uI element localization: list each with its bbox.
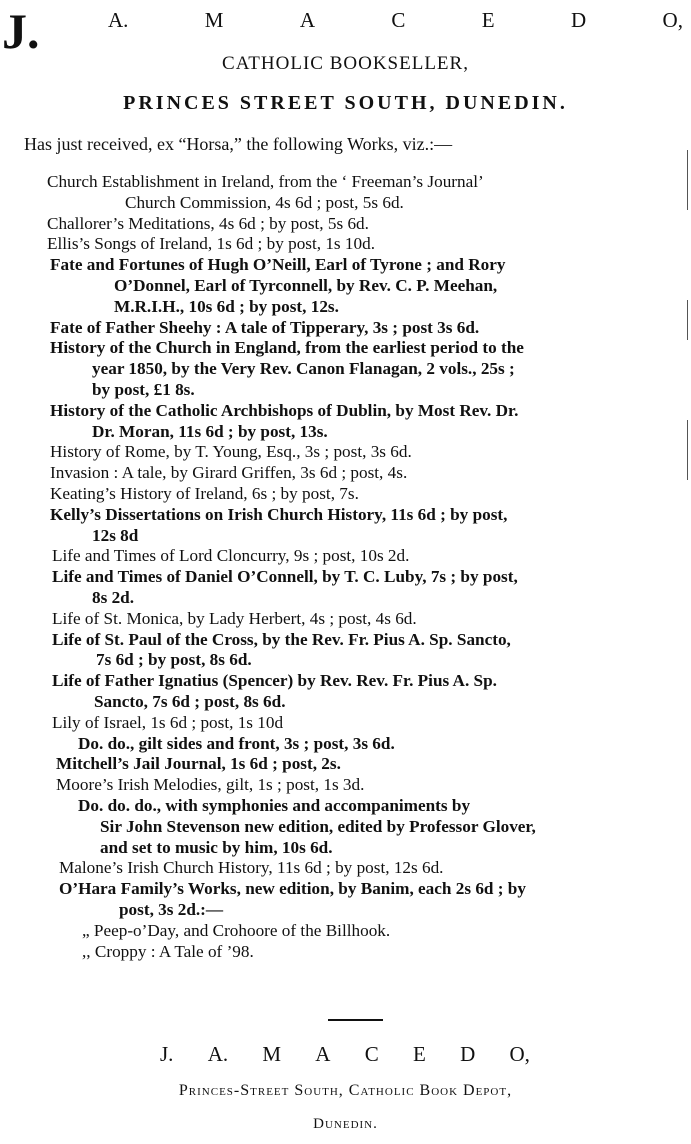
book-entry-line: History of the Church in England, from the earliest period to the [50, 338, 524, 358]
margin-mark [687, 300, 688, 340]
book-entry-line: 7s 6d ; by post, 8s 6d. [96, 650, 252, 670]
margin-mark [687, 420, 688, 480]
footer-name [160, 1042, 530, 1067]
footer-name-letter: A [315, 1042, 331, 1066]
book-entry-line: Fate and Fortunes of Hugh O’Neill, Earl of Tyrone ; and Rory [50, 255, 506, 275]
footer-name-letter: O, [509, 1042, 530, 1066]
book-entry-line: Life of St. Monica, by Lady Herbert, 4s ; post, 4s 6d. [52, 608, 417, 628]
book-entry-line: Do. do. do., with symphonies and accompaniments by [78, 796, 471, 815]
book-entry-line: Life of Father Ignatius (Spencer) by Rev. Rev. Fr. Pius A. Sp. [52, 671, 497, 691]
book-entry-line: Sancto, 7s 6d ; post, 8s 6d. [94, 692, 286, 711]
book-entry-line: O’Hara Family’s Works, new edition, by Banim, each 2s 6d ; by [59, 879, 526, 899]
book-entry-line: Keating’s History of Ireland, 6s ; by post, 7s. [50, 484, 359, 503]
book-entry-line: Life of St. Paul of the Cross, by the Rev. Fr. Pius A. Sp. Sancto, [52, 629, 511, 649]
book-entry-line: ,, Croppy : A Tale of ’98. [82, 941, 254, 961]
footer-address: Princes-Street South, Catholic Book Depot, [178, 1082, 513, 1099]
footer-name-letter: C [364, 1042, 379, 1066]
book-entry-line: Moore’s Irish Melodies, gilt, 1s ; post, 1s 3d. [56, 775, 365, 795]
book-entry-line: Lily of Israel, 1s 6d ; post, 1s 10d [52, 712, 284, 732]
footer-name-letter: D [460, 1042, 476, 1066]
book-entry-line: Dr. Moran, 11s 6d ; by post, 13s. [92, 421, 328, 441]
book-entry-line: Do. do., gilt sides and front, 3s ; post, 3s 6d. [78, 733, 395, 753]
header-name-letter: D [571, 8, 587, 32]
drop-initial: J. [2, 3, 40, 59]
book-entry-line: by post, £1 8s. [92, 380, 195, 399]
book-entry-line: History of the Catholic Archbishops of Dublin, by Most Rev. Dr. [50, 400, 519, 420]
header-name-letter: O, [662, 8, 683, 32]
book-entry-line: Church Establishment in Ireland, from the ‘ Freeman’s Journal’ [47, 172, 484, 191]
footer-name-letter: E [412, 1042, 426, 1066]
book-entry-line: Challorer’s Meditations, 4s 6d ; by post, 5s 6d. [47, 213, 369, 233]
book-entry-line: Kelly’s Dissertations on Irish Church History, 11s 6d ; by post, [50, 504, 508, 524]
header-trade: CATHOLIC BOOKSELLER, [222, 53, 469, 74]
header-name [108, 8, 683, 33]
book-entry-line: Sir John Stevenson new edition, edited by Professor Glover, [100, 816, 536, 836]
book-entry-line: Malone’s Irish Church History, 11s 6d ; by post, 12s 6d. [59, 858, 444, 878]
intro-line: Has just received, ex “Horsa,” the following Works, viz.:— [24, 134, 453, 154]
book-entry-line: Mitchell’s Jail Journal, 1s 6d ; post, 2s. [56, 754, 341, 774]
book-entry-line: and set to music by him, 10s 6d. [100, 837, 333, 857]
book-entry-line: Ellis’s Songs of Ireland, 1s 6d ; by post, 1s 10d. [47, 234, 375, 254]
book-entry-line: Church Commission, 4s 6d ; post, 5s 6d. [125, 192, 404, 212]
footer-name-letter: J. [160, 1042, 174, 1066]
book-entry-line: post, 3s 2d.:— [119, 900, 224, 919]
book-entry-line: 8s 2d. [92, 588, 135, 607]
book-entry-line: History of Rome, by T. Young, Esq., 3s ; post, 3s 6d. [50, 442, 412, 462]
footer-name-letter: M [262, 1042, 282, 1066]
book-entry-line: year 1850, by the Very Rev. Canon Flanagan, 2 vols., 25s ; [92, 359, 515, 379]
header-name-letter: A [299, 8, 316, 32]
header-name-letter: M [204, 8, 224, 32]
footer-name-letter: A. [207, 1042, 229, 1066]
book-entry-line: O’Donnel, Earl of Tyrconnell, by Rev. C. P. Meehan, [114, 276, 498, 295]
margin-mark [687, 150, 688, 210]
book-entry-line: Fate of Father Sheehy : A tale of Tipperary, 3s ; post 3s 6d. [50, 317, 480, 337]
divider-rule [328, 1019, 383, 1021]
book-entry-line: Life and Times of Daniel O’Connell, by T. C. Luby, 7s ; by post, [52, 567, 518, 587]
book-entry-line: M.R.I.H., 10s 6d ; by post, 12s. [114, 296, 339, 316]
book-entry-line: „ Peep-o’Day, and Crohoore of the Billhook. [82, 920, 391, 940]
header-address: PRINCES STREET SOUTH, DUNEDIN. [123, 92, 568, 114]
book-entry-line: 12s 8d [92, 525, 139, 545]
header-name-letter: E [481, 8, 495, 32]
header-name-letter: A. [108, 8, 129, 32]
footer-city: Dunedin. [313, 1116, 378, 1132]
book-entry-line: Life and Times of Lord Cloncurry, 9s ; post, 10s 2d. [52, 546, 410, 566]
header-name-letter: C [391, 8, 406, 32]
book-entry-line: Invasion : A tale, by Girard Griffen, 3s 6d ; post, 4s. [50, 463, 408, 483]
